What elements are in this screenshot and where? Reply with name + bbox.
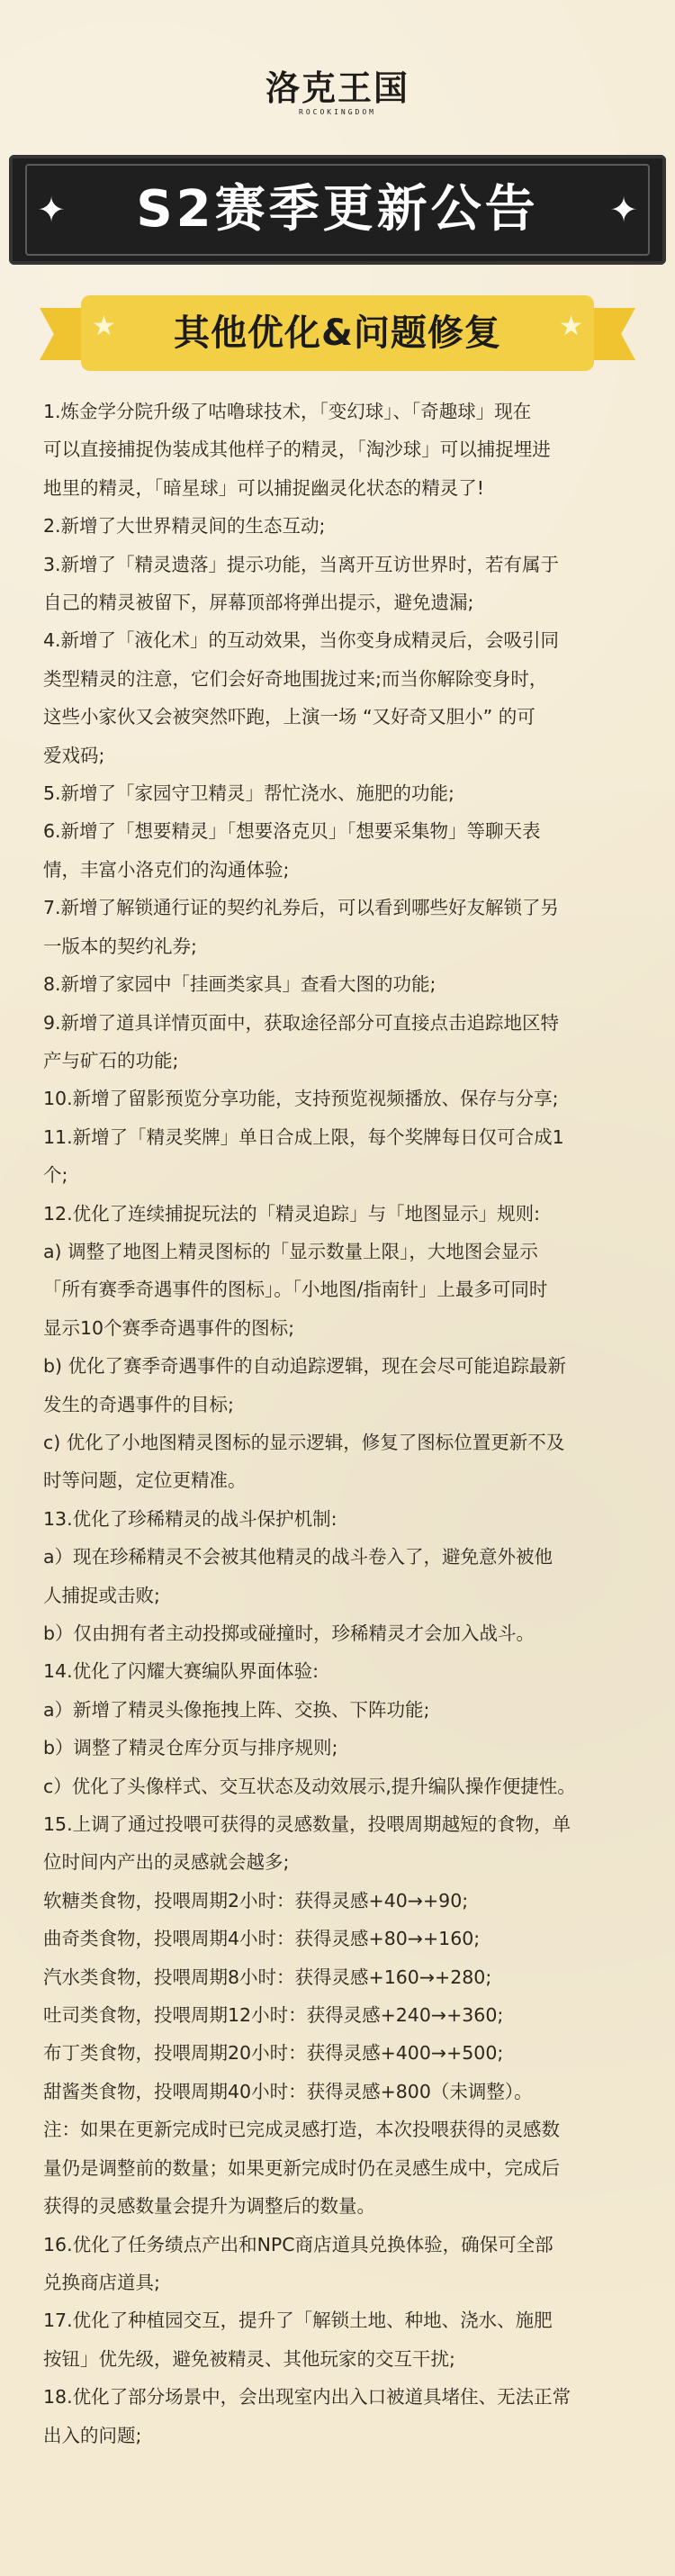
logo xyxy=(0,70,675,116)
note-line: 人捕捉或击败; xyxy=(43,1584,160,1606)
note-line: 产与矿石的功能; xyxy=(43,1049,179,1071)
note-line: 7.新增了解锁通行证的契约礼券后，可以看到哪些好友解锁了另 xyxy=(43,897,560,919)
note-line: 情，丰富小洛克们的沟通体验; xyxy=(43,858,290,881)
note-line: 布丁类食物，投喂周期20小时：获得灵感+400→+500; xyxy=(43,2042,504,2065)
note-line: 1.炼金学分院升级了咕噜球技术，「变幻球」、「奇趣球」现在 xyxy=(43,401,532,422)
announcement-banner xyxy=(9,155,666,265)
note-line: a）新增了精灵头像拖拽上阵、交换、下阵功能; xyxy=(43,1698,430,1721)
note-line: 9.新增了道具详情页面中，获取途径部分可直接点击追踪地区特 xyxy=(43,1011,560,1034)
note-line: 13.优化了珍稀精灵的战斗保护机制: xyxy=(43,1507,338,1530)
note-line: 位时间内产出的灵感就会越多; xyxy=(43,1851,290,1874)
note-line: 10.新增了留影预览分享功能，支持预览视频播放、保存与分享; xyxy=(43,1088,559,1110)
note-line: 18.优化了部分场景中，会出现室内出入口被道具堵住、无法正常 xyxy=(43,2386,572,2409)
note-line: 一版本的契约礼券; xyxy=(43,935,197,957)
note-line: b）调整了精灵仓库分页与排序规则; xyxy=(43,1737,338,1759)
patch-notes xyxy=(43,393,641,2454)
note-line: 汽水类食物，投喂周期8小时：获得灵感+160→+280; xyxy=(43,1966,492,1988)
sparkle-icon: ✦ xyxy=(609,190,638,230)
note-line: 15.上调了通过投喂可获得的灵感数量，投喂周期越短的食物，单 xyxy=(43,1813,572,1836)
note-line: 11.新增了「精灵奖牌」单日合成上限，每个奖牌每日仅可合成1 xyxy=(43,1125,564,1148)
section-title: 其他优化&问题修复 xyxy=(174,312,501,354)
note-line: 爱戏码; xyxy=(43,744,105,766)
note-line: 发生的奇遇事件的目标; xyxy=(43,1393,234,1415)
note-line: 出入的问题; xyxy=(43,2424,142,2446)
note-line: 获得的灵感数量会提升为调整后的数量。 xyxy=(43,2195,375,2218)
note-line: 4.新增了「液化术」的互动效果，当你变身成精灵后，会吸引同 xyxy=(43,629,560,652)
note-line: 可以直接捕捉伪装成其他样子的精灵，「淘沙球」可以捕捉埋进 xyxy=(43,438,551,461)
note-line: 注：如果在更新完成时已完成灵感打造，本次投喂获得的灵感数 xyxy=(43,2119,560,2141)
note-line: 甜酱类食物，投喂周期40小时：获得灵感+800（未调整）。 xyxy=(43,2080,533,2102)
note-line: 17.优化了种植园交互，提升了「解锁土地、种地、浇水、施肥 xyxy=(43,2309,553,2332)
note-line: a) 调整了地图上精灵图标的「显示数量上限」，大地图会显示 xyxy=(43,1240,538,1262)
star-icon: ★ xyxy=(92,311,116,342)
note-line: 兑换商店道具; xyxy=(43,2271,160,2293)
note-line: b）仅由拥有者主动投掷或碰撞时，珍稀精灵才会加入战斗。 xyxy=(43,1622,536,1644)
note-line: 地里的精灵，「暗星球」可以捕捉幽灵化状态的精灵了! xyxy=(43,476,484,499)
logo-subtitle: ROCOKINGDOM xyxy=(299,108,376,116)
note-line: 吐司类食物，投喂周期12小时：获得灵感+240→+360; xyxy=(43,2004,504,2027)
note-line: 16.优化了任务绩点产出和NPC商店道具兑换体验，确保可全部 xyxy=(43,2233,554,2255)
note-line: 量仍是调整前的数量；如果更新完成时仍在灵感生成中，完成后 xyxy=(43,2156,560,2179)
logo-title: 洛克王国 xyxy=(265,68,410,108)
note-line: 「所有赛季奇遇事件的图标」。「小地图/指南针」上最多可同时 xyxy=(43,1279,548,1301)
note-line: a）现在珍稀精灵不会被其他精灵的战斗卷入了，避免意外被他 xyxy=(43,1546,554,1568)
note-line: 12.优化了连续捕捉玩法的「精灵追踪」与「地图显示」规则: xyxy=(43,1202,541,1225)
star-icon: ★ xyxy=(559,311,583,342)
note-line: 14.优化了闪耀大赛编队界面体验: xyxy=(43,1660,320,1683)
note-line: 个; xyxy=(43,1164,68,1187)
sparkle-icon: ✦ xyxy=(37,190,66,230)
banner-title: S2赛季更新公告 xyxy=(136,180,539,239)
note-line: 6.新增了「想要精灵」「想要洛克贝」「想要采集物」等聊天表 xyxy=(43,820,541,843)
note-line: 显示10个赛季奇遇事件的图标; xyxy=(43,1316,294,1339)
section-ribbon xyxy=(40,295,635,371)
note-line: 8.新增了家园中「挂画类家具」查看大图的功能; xyxy=(43,973,436,996)
note-line: c) 优化了小地图精灵图标的显示逻辑，修复了图标位置更新不及 xyxy=(43,1431,565,1453)
note-line: 5.新增了「家园守卫精灵」帮忙浇水、施肥的功能; xyxy=(43,782,454,805)
note-line: 软糖类食物，投喂周期2小时：获得灵感+40→+90; xyxy=(43,1889,469,1912)
note-line: 这些小家伙又会被突然吓跑，上演一场 “又好奇又胆小” 的可 xyxy=(43,706,536,728)
note-line: 曲奇类食物，投喂周期4小时：获得灵感+80→+160; xyxy=(43,1928,481,1950)
note-line: 自己的精灵被留下，屏幕顶部将弹出提示，避免遗漏; xyxy=(43,592,474,614)
note-line: 时等问题，定位更精准。 xyxy=(43,1469,247,1492)
note-line: c）优化了头像样式、交互状态及动效展示,提升编队操作便捷性。 xyxy=(43,1775,576,1797)
note-line: 类型精灵的注意，它们会好奇地围拢过来;而当你解除变身时， xyxy=(43,667,548,690)
note-line: 3.新增了「精灵遗落」提示功能，当离开互访世界时，若有属于 xyxy=(43,553,560,575)
note-line: 2.新增了大世界精灵间的生态互动; xyxy=(43,515,326,538)
note-line: 按钮」优先级，避免被精灵、其他玩家的交互干扰; xyxy=(43,2347,455,2370)
note-line: b) 优化了赛季奇遇事件的自动追踪逻辑，现在会尽可能追踪最新 xyxy=(43,1355,567,1378)
